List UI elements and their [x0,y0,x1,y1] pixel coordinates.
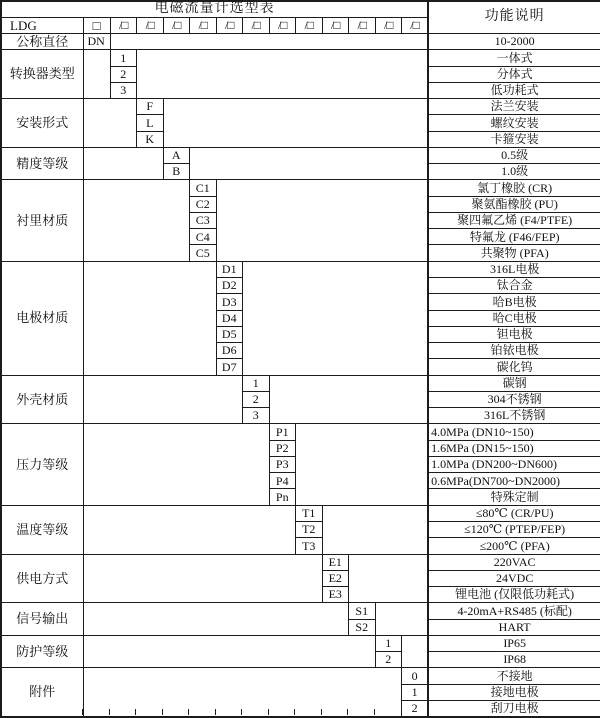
blank-cell [83,180,190,261]
grid-tick [162,709,163,715]
option-desc-cell: 不接地 [428,668,600,684]
option-row [1,180,600,196]
blank-cell [83,261,216,375]
option-desc-cell: ≤200℃ (PFA) [428,538,600,554]
option-desc-cell: 0.6MPa(DN700~DN2000) [428,473,600,489]
option-code-cell: D1 [216,261,243,277]
section-label-cell: 精度等级 [1,147,83,180]
model-slot-cell: /□ [402,17,429,33]
option-code-cell: E2 [322,570,349,586]
option-code-cell: K [137,131,164,147]
option-desc-cell: 304不锈钢 [428,391,600,407]
blank-cell [83,99,137,148]
blank-cell [137,50,429,99]
option-desc-cell: 哈B电极 [428,294,600,310]
option-desc-cell: 4.0MPa (DN10~150) [428,424,600,440]
model-slot-cell: /□ [190,17,217,33]
option-desc-cell: 一体式 [428,50,600,66]
option-code-cell: P2 [269,440,296,456]
model-slot-cell: /□ [243,17,270,33]
option-desc-cell: 1.0级 [428,164,600,180]
option-code-cell: 2 [375,652,402,668]
option-desc-cell: 特氟龙 (F46/FEP) [428,229,600,245]
function-header: 功能说明 [428,1,600,34]
option-code-cell: D5 [216,326,243,342]
option-code-cell: T1 [296,505,323,521]
option-desc-cell: 220VAC [428,554,600,570]
option-row [1,50,600,66]
blank-cell [83,554,322,603]
option-desc-cell: 铂铱电极 [428,343,600,359]
option-desc-cell: HART [428,619,600,635]
option-desc-cell: 316L不锈钢 [428,408,600,424]
model-slot-cell: /□ [163,17,190,33]
blank-cell [349,554,429,603]
option-desc-cell: 0.5级 [428,147,600,163]
model-prefix-cell: LDG [1,17,83,33]
option-desc-cell: 1.0MPa (DN200~DN600) [428,456,600,472]
header-row [1,1,600,17]
blank-cell [322,505,428,554]
grid-tick [268,709,269,715]
diameter-label-cell: 公称直径 [1,34,83,50]
option-code-cell: 2 [110,66,137,82]
option-code-cell: D3 [216,294,243,310]
option-code-cell: S1 [349,603,376,619]
blank-cell [375,603,428,636]
blank-cell [243,261,429,375]
option-code-cell: P3 [269,456,296,472]
option-desc-cell: 哈C电极 [428,310,600,326]
option-code-cell: C4 [190,229,217,245]
option-desc-cell: 螺纹安装 [428,115,600,131]
option-desc-cell: 氯丁橡胶 (CR) [428,180,600,196]
blank-cell [83,50,110,99]
option-code-cell: L [137,115,164,131]
diameter-desc-cell: 10-2000 [428,34,600,50]
option-code-cell: 2 [402,700,429,716]
grid-tick [135,709,136,715]
blank-cell [83,424,269,505]
option-code-cell: C2 [190,196,217,212]
section-label-cell: 衬里材质 [1,180,83,261]
option-desc-cell: 钛合金 [428,278,600,294]
option-code-cell: D7 [216,359,243,375]
grid-tick [215,709,216,715]
blank-cell [216,180,428,261]
option-desc-cell: 聚四氟乙烯 (F4/PTFE) [428,212,600,228]
option-code-cell: F [137,99,164,115]
option-row [1,668,600,684]
option-code-cell: 1 [110,50,137,66]
option-row [1,261,600,277]
section-label-cell: 信号输出 [1,603,83,636]
model-slot-cell: /□ [349,17,376,33]
option-code-cell: C1 [190,180,217,196]
blank-cell [83,603,349,636]
option-desc-cell: 接地电极 [428,684,600,700]
section-label-cell: 防护等级 [1,635,83,668]
blank-cell [269,375,428,424]
blank-cell [83,635,375,668]
option-row [1,505,600,521]
option-desc-cell: 碳钢 [428,375,600,391]
option-code-cell: 1 [402,684,429,700]
option-desc-cell: IP65 [428,635,600,651]
option-row [1,424,600,440]
option-desc-cell: 锂电池 (仅限低功耗式) [428,587,600,603]
option-code-cell: 2 [243,391,270,407]
option-desc-cell: 共聚物 (PFA) [428,245,600,261]
option-code-cell: 1 [243,375,270,391]
option-code-cell: C3 [190,212,217,228]
grid-tick [241,709,242,715]
option-code-cell: T2 [296,522,323,538]
blank-cell [190,147,429,180]
section-label-cell: 安装形式 [1,99,83,148]
option-desc-cell: 低功耗式 [428,82,600,98]
option-code-cell: 3 [110,82,137,98]
blank-cell [110,34,428,50]
blank-cell [402,635,429,668]
grid-tick [321,709,322,715]
option-code-cell: Pn [269,489,296,505]
option-desc-cell: 卡箍安装 [428,131,600,147]
option-code-cell: D6 [216,343,243,359]
option-row [1,147,600,163]
model-slot-cell: /□ [110,17,137,33]
option-code-cell: E3 [322,587,349,603]
option-code-cell: 0 [402,668,429,684]
blank-cell [83,375,243,424]
model-slot-cell: /□ [322,17,349,33]
option-desc-cell: 316L电极 [428,261,600,277]
option-code-cell: C5 [190,245,217,261]
option-row [1,375,600,391]
option-desc-cell: ≤80℃ (CR/PU) [428,505,600,521]
grid-tick [294,709,295,715]
grid-tick [374,709,375,715]
table-title: 电磁流量计选型表 [1,1,428,17]
model-slot-cell: /□ [269,17,296,33]
option-code-cell: A [163,147,190,163]
model-box-cell: □ [83,17,110,33]
model-slot-cell: /□ [216,17,243,33]
section-label-cell: 电极材质 [1,261,83,375]
option-code-cell: P1 [269,424,296,440]
option-row [1,635,600,651]
option-desc-cell: IP68 [428,652,600,668]
option-desc-cell: 碳化钨 [428,359,600,375]
option-code-cell: S2 [349,619,376,635]
option-desc-cell: 法兰安装 [428,99,600,115]
model-slot-cell: /□ [296,17,323,33]
option-code-cell: T3 [296,538,323,554]
option-desc-cell: ≤120℃ (PTEP/FEP) [428,522,600,538]
section-label-cell: 温度等级 [1,505,83,554]
option-desc-cell: 刮刀电极 [428,700,600,716]
option-row [1,554,600,570]
blank-cell [83,147,163,180]
option-desc-cell: 4-20mA+RS485 (标配) [428,603,600,619]
diameter-row [1,34,600,50]
option-desc-cell: 分体式 [428,66,600,82]
section-label-cell: 转换器类型 [1,50,83,99]
blank-cell [163,99,428,148]
model-slot-cell: /□ [375,17,402,33]
model-slot-cell: /□ [137,17,164,33]
grid-tick [109,709,110,715]
option-code-cell: 1 [375,635,402,651]
diameter-code-cell: DN [83,34,110,50]
option-code-cell: B [163,164,190,180]
section-label-cell: 供电方式 [1,554,83,603]
blank-cell [83,505,296,554]
option-code-cell: D4 [216,310,243,326]
option-code-cell: D2 [216,278,243,294]
option-desc-cell: 钽电极 [428,326,600,342]
grid-tick [82,709,83,715]
option-code-cell: E1 [322,554,349,570]
grid-tick [188,709,189,715]
option-row [1,99,600,115]
option-desc-cell: 1.6MPa (DN15~150) [428,440,600,456]
option-row [1,603,600,619]
option-code-cell: 3 [243,408,270,424]
grid-tick [347,709,348,715]
section-label-cell: 外壳材质 [1,375,83,424]
blank-cell [296,424,429,505]
option-code-cell: P4 [269,473,296,489]
section-label-cell: 附件 [1,668,83,717]
sections-body [1,50,600,717]
blank-cell [83,668,402,717]
option-desc-cell: 24VDC [428,570,600,586]
option-desc-cell: 特殊定制 [428,489,600,505]
section-label-cell: 压力等级 [1,424,83,505]
option-desc-cell: 聚氨酯橡胶 (PU) [428,196,600,212]
